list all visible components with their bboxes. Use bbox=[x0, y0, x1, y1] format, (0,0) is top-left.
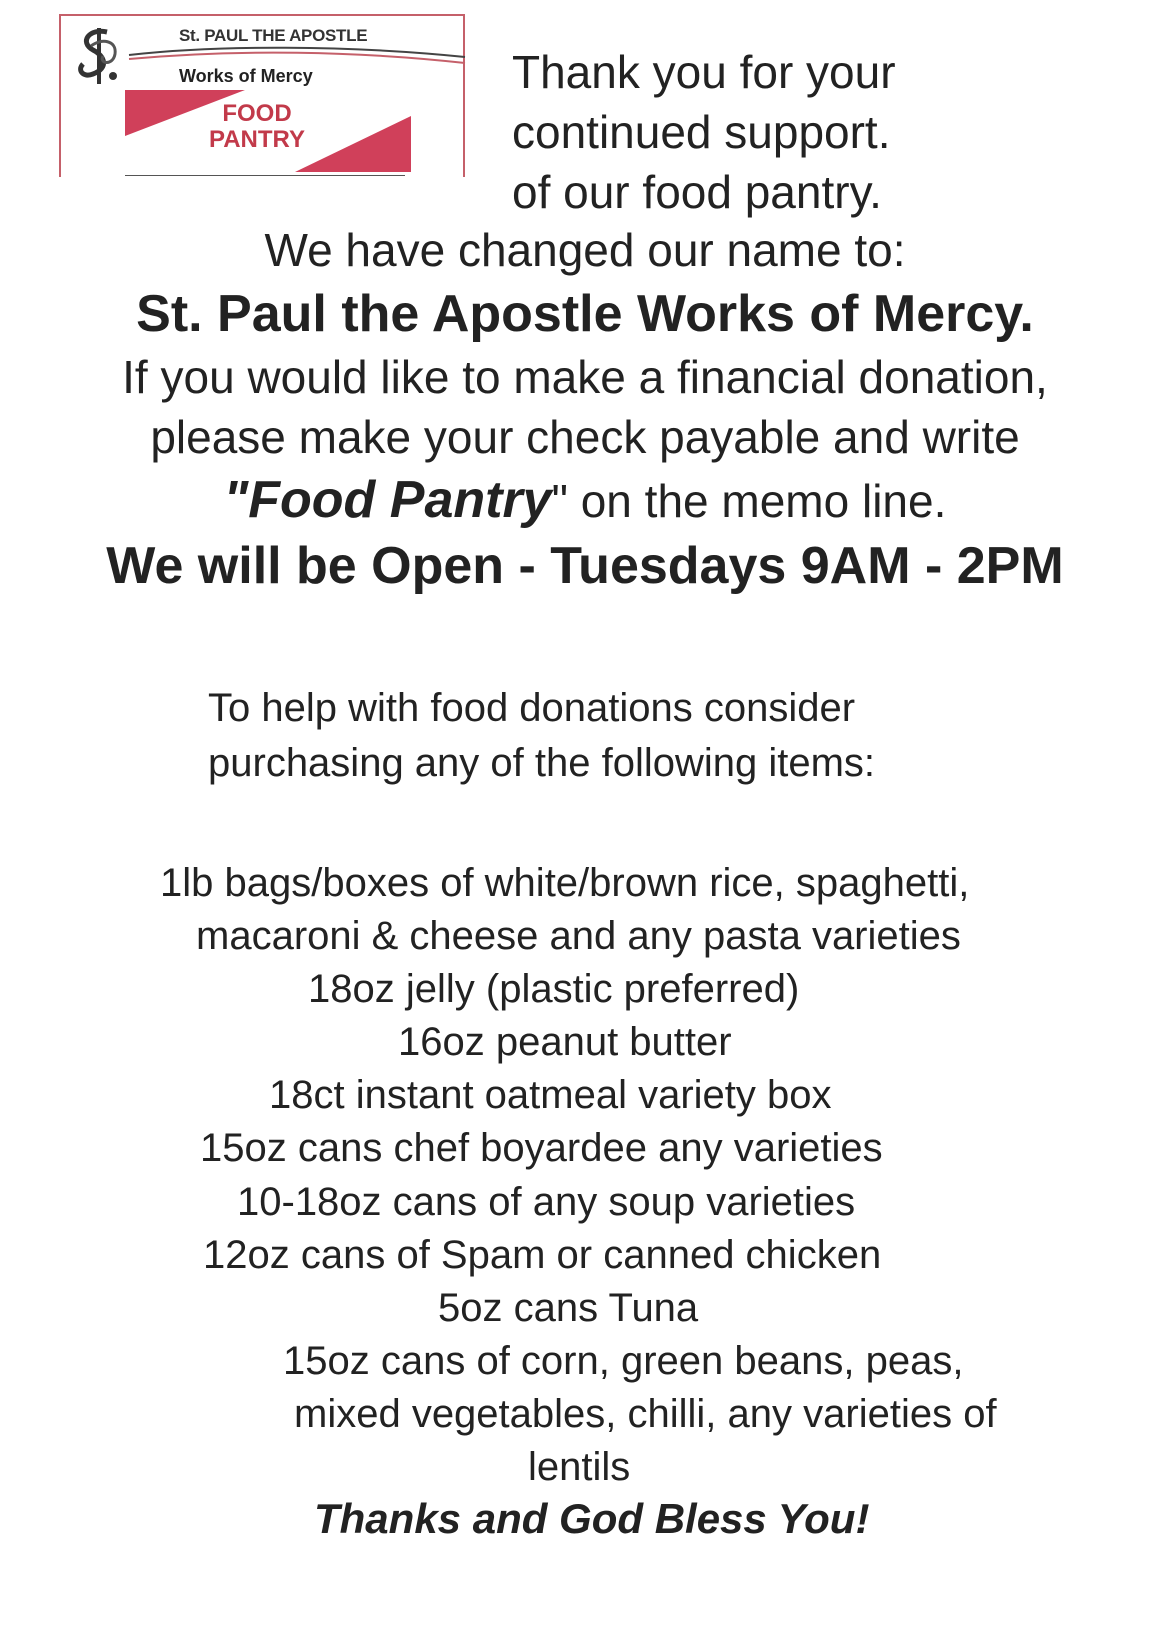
hours-heading: We will be Open - Tuesdays 9AM - 2PM bbox=[106, 537, 1064, 595]
logo-organization: St. PAUL THE APOSTLE bbox=[179, 26, 368, 45]
logo-baseline bbox=[125, 175, 405, 176]
list-item: 18ct instant oatmeal variety box bbox=[269, 1073, 832, 1117]
list-item: 5oz cans Tuna bbox=[438, 1286, 699, 1330]
memo-line bbox=[0, 470, 1170, 530]
memo-emphasis: "Food Pantry bbox=[223, 471, 552, 529]
memo-rest: " on the memo line. bbox=[551, 475, 947, 527]
intro-line-3: of our food pantry. bbox=[512, 166, 882, 218]
list-item: macaroni & cheese and any pasta varieties bbox=[196, 914, 961, 958]
parish-monogram-icon bbox=[69, 24, 129, 88]
intro-line-2: continued support. bbox=[512, 106, 891, 158]
logo-banner-line1: FOOD bbox=[222, 100, 292, 127]
name-change-line: We have changed our name to: bbox=[264, 224, 906, 276]
list-item: lentils bbox=[528, 1445, 631, 1489]
logo-banner-line2: PANTRY bbox=[209, 126, 305, 153]
list-item: 1lb bags/boxes of white/brown rice, spaghetti, bbox=[160, 861, 970, 905]
list-item: 15oz cans of corn, green beans, peas, bbox=[283, 1339, 964, 1383]
logo-swoosh bbox=[127, 43, 467, 67]
list-item: 18oz jelly (plastic preferred) bbox=[308, 967, 800, 1011]
food-help-line-2: purchasing any of the following items: bbox=[208, 741, 876, 785]
list-item: 16oz peanut butter bbox=[398, 1020, 732, 1064]
new-name-heading: St. Paul the Apostle Works of Mercy. bbox=[136, 285, 1034, 343]
list-item: 12oz cans of Spam or canned chicken bbox=[203, 1233, 882, 1277]
food-help-line-1: To help with food donations consider bbox=[208, 686, 856, 730]
closing-line: Thanks and God Bless You! bbox=[314, 1495, 870, 1542]
list-item: 10-18oz cans of any soup varieties bbox=[237, 1180, 856, 1224]
food-pantry-logo bbox=[59, 14, 465, 177]
donation-line-1: If you would like to make a financial donation, bbox=[122, 351, 1048, 403]
logo-banner-text bbox=[209, 101, 305, 153]
donation-line-2: please make your check payable and write bbox=[150, 411, 1020, 463]
intro-line-1: Thank you for your bbox=[512, 46, 896, 98]
list-item: mixed vegetables, chilli, any varieties of bbox=[294, 1392, 997, 1436]
list-item: 15oz cans chef boyardee any varieties bbox=[200, 1126, 883, 1170]
logo-subtitle: Works of Mercy bbox=[179, 66, 313, 86]
